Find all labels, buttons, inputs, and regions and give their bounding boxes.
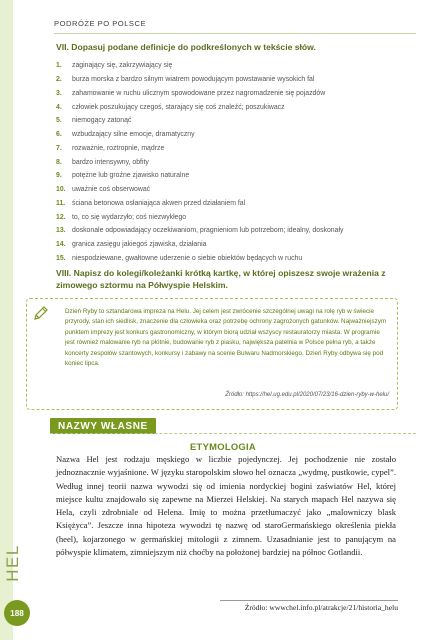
- definition-number: 11.: [56, 199, 66, 207]
- definition-item: [56, 210, 396, 224]
- definition-text: doskonale odpowiadający oczekiwaniom, pragnieniom lub potrzebom; idealny, doskonały: [72, 227, 344, 235]
- page-header: PODRÓŻE PO POLSCE: [54, 19, 147, 28]
- definition-text: niemogący zatonąć: [72, 117, 132, 125]
- definition-number: 13.: [56, 227, 66, 235]
- definition-text: rozważnie, roztropnie, mądrze: [72, 144, 165, 152]
- definition-item: [56, 183, 396, 197]
- definition-number: 1.: [56, 62, 62, 70]
- definition-number: 15.: [56, 254, 66, 262]
- definition-item: [56, 224, 396, 238]
- definition-text: zaginający się, zakrzywiający się: [72, 62, 173, 70]
- info-source: Źródło: https://hel.ug.edu.pl/2020/07/23/16-dzien-ryby-w-helu/: [225, 392, 389, 398]
- definition-number: 6.: [56, 131, 62, 139]
- definition-item: [56, 169, 396, 183]
- definition-number: 5.: [56, 117, 62, 125]
- definition-number: 8.: [56, 158, 62, 166]
- definition-item: [56, 87, 396, 101]
- definition-text: zahamowanie w ruchu ulicznym spowodowane przez nagromadzenie się pojazdów: [72, 89, 326, 97]
- definition-number: 7.: [56, 144, 62, 152]
- definition-item: [56, 197, 396, 211]
- definition-text: ściana betonowa osłaniająca akwen przed działaniem fal: [72, 199, 246, 207]
- definition-item: [56, 73, 396, 87]
- pencil-icon: [33, 305, 49, 321]
- etymology-body: Nazwa Hel jest rodzaju męskiego w liczbie pojedynczej. Jej pochodzenie nie zostało jednoznacznie wyjaśnione. W języku staropolskim słowo hel oznacza „wydmę, pustkowie, cypel”. Według innej teorii nazwa wywodzi się od imienia nordyckiej bogini zaświatów Hel, której miejsce kultu znajdowało się zapewne na Mierzei Helskiej. Na starych mapach Hel nazywa się Hela, czyli zdrobniale od Helena. Imię to można przetłumaczyć jako „malowniczy blask Księżyca”. Jeszcze inna hipoteza wywodzi tę nazwę od staroGermańskiego określenia piekła (heel), kojarzonego w germańskiej mitologii z zimnem. Uzasadnianie jest to panującym na półwyspie klimatem, zimniejszym niż choćby na położonej bardziej na północ Gotlandii.: [56, 454, 396, 558]
- etymology-source: Źródło: wwwchel.info.pl/atrakcje/21/historia_helu: [244, 603, 398, 612]
- definition-text: to, co się wydarzyło; coś niezwykłego: [72, 213, 187, 221]
- definition-item: [56, 128, 396, 142]
- definition-number: 3.: [56, 89, 62, 97]
- definition-number: 2.: [56, 76, 62, 84]
- definition-number: 12.: [56, 213, 66, 221]
- definition-item: [56, 59, 396, 73]
- info-box: [26, 298, 398, 410]
- info-text: Dzień Ryby to sztandarowa impreza na Helu. Jej celem jest zwrócenie szczególnej uwagi na rolę ryb w świecie przyrody, stan ich siedlisk, znaczenie dla człowieka oraz potrzebę ochrony zagrożonych gatunków. Najważniejszym punktem imprezy jest konkurs gastronomiczny, w którym biorą udział wszyscy restauratorzy miasta. W programie jest również malowanie ryb na płótnie, budowanie ryb z piasku, największa patelnia w Polsce pełna ryb, a także koncerty zespołów szantowych, konkursy i zabawy na scenie Bulwaru Nadmorskiego. Dzień Ryby odbywa się pod koniec lipca.: [65, 308, 387, 368]
- definition-text: uważnie coś obserwować: [72, 186, 151, 194]
- definition-item: [56, 114, 396, 128]
- definition-text: potężne lub groźne zjawisko naturalne: [72, 172, 190, 180]
- tag-divider: [50, 433, 416, 434]
- definition-text: granica zasięgu jakiegoś zjawiska, działania: [72, 241, 207, 249]
- header-divider: [54, 33, 416, 34]
- definition-text: wzbudzający silne emocje, dramatyczny: [72, 131, 195, 139]
- definition-text: człowiek poszukujący czegoś, starający się coś znaleźć; poszukiwacz: [72, 103, 285, 111]
- exercise-viii-title: VIII. Napisz do kolegi/koleżanki krótką kartkę, w której opiszesz swoje wrażenia z zimowego sztormu na Półwyspie Helskim.: [56, 268, 386, 290]
- definition-number: 10.: [56, 186, 66, 194]
- definition-number: 14.: [56, 241, 66, 249]
- exercise-vii-title: VII. Dopasuj podane definicje do podkreślonych w tekście słów.: [56, 42, 316, 52]
- definition-text: niespodziewane, gwałtowne uderzenie o siebie obiektów będących w ruchu: [72, 254, 303, 262]
- source-divider: [220, 600, 398, 601]
- etymology-heading: ETYMOLOGIA: [189, 441, 257, 452]
- definition-text: burza morska z bardzo silnym wiatrem powodującym powstawanie wysokich fal: [72, 76, 315, 84]
- definition-item: [56, 142, 396, 156]
- definition-number: 4.: [56, 103, 62, 111]
- proper-names-tag: [50, 416, 156, 434]
- definition-item: [56, 100, 396, 114]
- definition-number: 9.: [56, 172, 62, 180]
- proper-names-label: NAZWY WŁASNE: [50, 418, 156, 434]
- definition-item: [56, 252, 396, 266]
- definition-item: [56, 238, 396, 252]
- side-label: HEL: [3, 544, 22, 582]
- definitions-list: [56, 59, 396, 265]
- definition-text: bardzo intensywny, obfity: [72, 158, 149, 166]
- page-number: 188: [4, 600, 30, 626]
- definition-item: [56, 155, 396, 169]
